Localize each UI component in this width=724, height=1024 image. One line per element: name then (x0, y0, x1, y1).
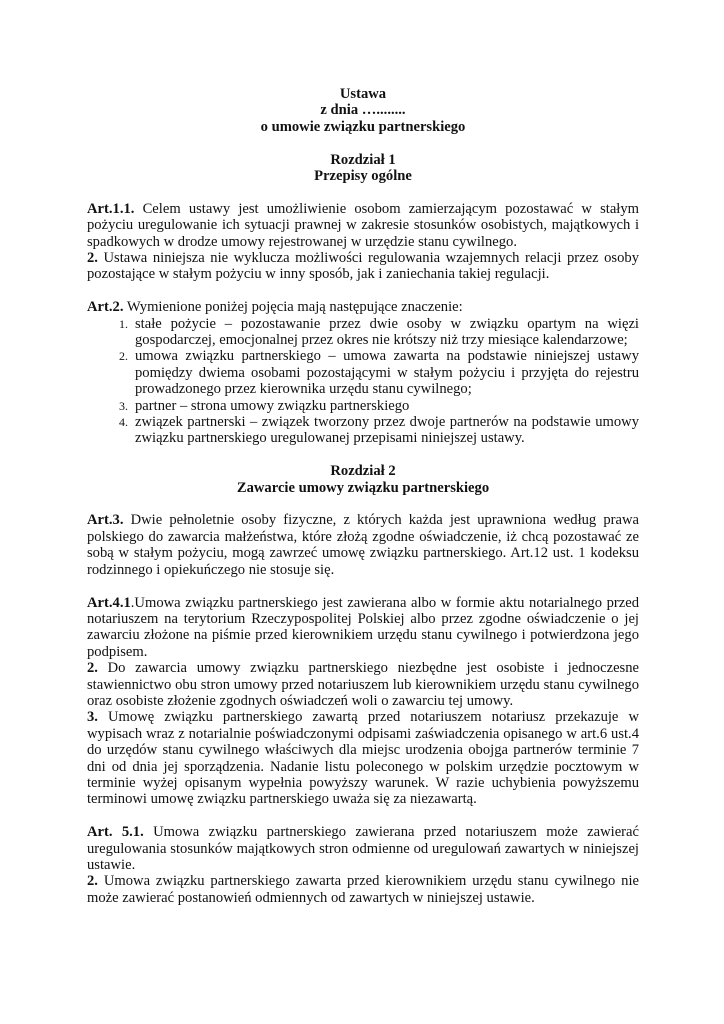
list-item: 4. związek partnerski – związek tworzony przez dwoje partnerów na podstawie umowy związku partnerskiego uregulowanej przepisami niniejszej ustawy. (131, 414, 639, 447)
art-4-paragraph-2 (87, 660, 639, 709)
art-1-label: Art.1.1. (87, 200, 135, 217)
chapter-2-subheading: Zawarcie umowy związku partnerskiego (236, 479, 490, 496)
chapter-1-heading: Rozdział 1 (330, 151, 396, 168)
art-4-text-3: Umowę związku partnerskiego zawartą przed notariuszem notariusz przekazuje w wypisach wraz z notarialnie poświadczonymi odpisami zaświadczenia opisanego w art.6 ust.4 do urzędów stanu cywilnego właściwych dla miejsc urodzenia obojga partnerów terminie 7 dni od dnia jej sporządzenia. Nadanie listu poleconego w polskim urzędzie pocztowym w terminie wyżej opisanym wypełnia powyższy warunek. W razie uchybienia powyższemu terminowi umowę związku partnerskiego uważa się za niezawartą. (87, 709, 639, 808)
list-item: 2. umowa związku partnerskiego – umowa zawarta na podstawie niniejszej ustawy pomiędzy dwiema osobami pozostającymi w stałym pożyciu i przyjęta do rejestru prowadzonego przez kierownika urzędu stanu cywilnego; (131, 348, 639, 397)
document-body (87, 86, 639, 906)
art-2-label: Art.2. (87, 299, 124, 316)
art-1-paragraph-1 (87, 201, 639, 250)
art-1-text-2: Ustawa niniejsza nie wyklucza możliwości regulowania wzajemnych relacji przez osoby pozostające w stałym pożyciu w inny sposób, jak i zaniechania takiej regulacji. (87, 250, 639, 283)
art-1-paragraph-2 (87, 250, 639, 283)
act-title (87, 86, 639, 135)
art-3-text: Dwie pełnoletnie osoby fizyczne, z których każda jest uprawniona według prawa polskiego do zawarcia małżeństwa, które złożą zgodne oświadczenie, iż chcą pozostawać ze sobą w stałym pożyciu, mogą zawrzeć umowę związku partnerskiego. Art.12 ust. 1 kodeksu rodzinnego i opiekuńczego nie stosuje się. (87, 512, 639, 578)
art-5-text-2: Umowa związku partnerskiego zawarta przed kierownikiem urzędu stanu cywilnego nie może zawierać postanowień odmiennych od zawartych w niniejszej ustawie. (87, 873, 639, 906)
art-2-intro (87, 299, 639, 315)
art-4-p3-label: 3. (87, 709, 98, 726)
art-4-label: Art.4.1 (87, 594, 131, 611)
art-3-label: Art.3. (87, 512, 124, 529)
art-4-paragraph-1 (87, 595, 639, 661)
art-5-label: Art. 5.1. (87, 824, 144, 841)
definitions-list (87, 316, 639, 447)
art-5-paragraph-2 (87, 873, 639, 906)
art-5-p2-label: 2. (87, 873, 98, 890)
art-2-intro-text: Wymienione poniżej pojęcia mają następujące znaczenie: (123, 299, 463, 316)
title-line-3: o umowie związku partnerskiego (260, 118, 466, 135)
art-4-text-2: Do zawarcia umowy związku partnerskiego niezbędne jest osobiste i jednoczesne stawiennictwo obu stron umowy przed notariuszem lub kierownikiem urzędu stanu cywilnego oraz osobiste złożenie zgodnych oświadczeń woli o zawarciu tej umowy. (87, 660, 639, 709)
chapter-2-heading: Rozdział 2 (330, 463, 396, 480)
chapter-2-header (87, 463, 639, 496)
art-3-paragraph (87, 512, 639, 578)
list-item: 3. partner – strona umowy związku partnerskiego (131, 398, 639, 414)
art-4-p2-label: 2. (87, 660, 98, 677)
chapter-1-header (87, 152, 639, 185)
art-4-text-1: .Umowa związku partnerskiego jest zawierana albo w formie aktu notarialnego przed notariuszem na terytorium Rzeczypospolitej Polskiej albo przez zgodne oświadczenie o jej zawarciu złożone na piśmie przed kierownikiem urzędu stanu cywilnego i potwierdzona jego podpisem. (87, 594, 639, 660)
art-5-text-1: Umowa związku partnerskiego zawierana przed notariuszem może zawierać uregulowania stosunków majątkowych stron odmienne od uregulowań zawartych w niniejszej ustawie. (87, 824, 639, 873)
art-1-text-1: Celem ustawy jest umożliwienie osobom zamierzającym pozostawać w stałym pożyciu uregulowanie ich sytuacji prawnej w zakresie stosunków osobistych, majątkowych i spadkowych w drodze umowy rejestrowanej w urzędzie stanu cywilnego. (87, 200, 639, 250)
title-line-2: z dnia …........ (320, 102, 406, 119)
title-line-1: Ustawa (339, 86, 387, 102)
art-4-paragraph-3 (87, 709, 639, 807)
art-1-p2-label: 2. (87, 250, 98, 267)
list-item: 1. stałe pożycie – pozostawanie przez dwie osoby w związku opartym na więzi gospodarczej, emocjonalnej przez okres nie krótszy niż trzy miesiące kalendarzowe; (131, 316, 639, 349)
art-5-paragraph-1 (87, 824, 639, 873)
chapter-1-subheading: Przepisy ogólne (314, 168, 412, 185)
